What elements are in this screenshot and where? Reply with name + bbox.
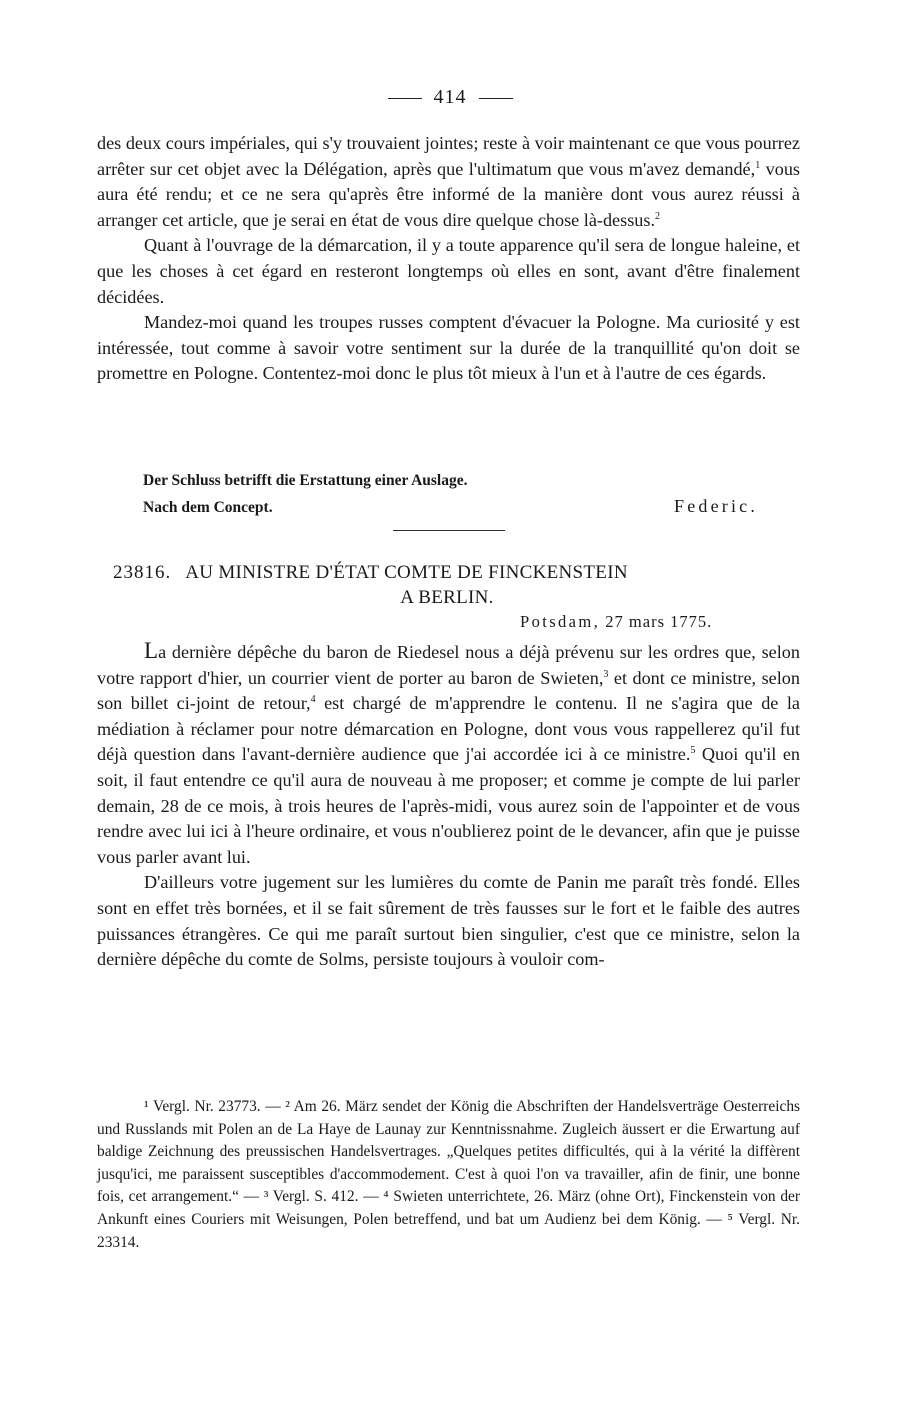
continuation-text xyxy=(97,131,800,387)
dateline-place: Potsdam, xyxy=(520,612,601,631)
paragraph-text: des deux cours impériales, qui s'y trouvaient jointes; reste à voir maintenant ce que vous pourrez arrêter sur cet objet avec la Délégation, après que l'ultimatum que vous m'avez demandé, xyxy=(97,133,800,179)
footnote-ref: 4 xyxy=(310,694,316,706)
letter-paragraph-1 xyxy=(97,638,800,870)
letter-body xyxy=(97,638,800,973)
source-note: Nach dem Concept. xyxy=(143,499,273,516)
paragraph-text: Quoi qu'il en soit, il faut entendre ce qu'il aura de nouveau à me proposer; et comme je compte de lui parler demain, 28 de ce mois, à trois heures de l'après-midi, vous aurez soin de l'appointer et de vous rendre avec lui ici à l'heure ordinaire, et vous n'oublierez point de le devancer, afin que je puisse vous parler avant lui. xyxy=(97,744,800,867)
page-number-text: 414 xyxy=(433,86,467,108)
paragraph-text: et dont ce ministre, selon son billet ci-joint de retour, xyxy=(97,667,800,714)
footnote-ref: 3 xyxy=(603,668,609,680)
footnote-ref: 5 xyxy=(690,745,696,757)
initial-letter: L xyxy=(144,638,159,663)
footnotes xyxy=(97,1096,800,1254)
closing-note: Der Schluss betrifft die Erstattung einer Auslage. xyxy=(143,472,468,489)
continuation-paragraph-1 xyxy=(97,131,800,233)
letter-heading xyxy=(113,560,793,610)
letter-paragraph-2: D'ailleurs votre jugement sur les lumières du comte de Panin me paraît très fondé. Elles sont en effet très bornées, et il se fait sûrement de très fausses sur le fort et le faible des autres puissances étrangères. Ce qui me paraît surtout bien singulier, c'est que ce ministre, selon la dernière dépêche du comte de Solms, persiste toujours à vouloir com- xyxy=(97,872,800,970)
paragraph-text: est chargé de m'apprendre le contenu. Il ne s'agira que de la médiation à réclamer pour notre démarcation en Pologne, dont vous vous rappellerez qu'il fut déjà question dans l'avant-dernière audience que j'ai accordée ici à ce ministre. xyxy=(97,693,800,765)
paragraph-text: a dernière dépêche du baron de Riedesel nous a déjà prévenu sur les ordres que, selon votre rapport d'hier, un courrier vient de porter au baron de Swieten, xyxy=(97,642,800,688)
signature: Federic. xyxy=(674,496,759,516)
dateline xyxy=(520,612,712,632)
dateline-date: 27 mars 1775. xyxy=(605,612,713,631)
letter-title-line-1: AU MINISTRE D'ÉTAT COMTE DE FINCKENSTEIN xyxy=(185,562,628,583)
page-number-dash-right xyxy=(479,98,513,99)
letter-number: 23816. xyxy=(113,562,172,583)
page-number xyxy=(0,86,900,109)
continuation-paragraph-3: Mandez-moi quand les troupes russes comptent d'évacuer la Pologne. Ma curiosité y est intéressée, tout comme à savoir votre sentiment sur la durée de la tranquillité qu'on doit se promettre en Pologne. Contentez-moi donc le plus tôt mieux à l'un et à l'autre de ces égards. xyxy=(97,312,800,384)
footnote-ref: 2 xyxy=(655,210,661,222)
continuation-paragraph-2: Quant à l'ouvrage de la démarcation, il y a toute apparence qu'il sera de longue haleine, et que les choses à cet égard en resteront longtemps où elles en sont, avant d'être finalement décidées. xyxy=(97,235,800,307)
page-number-dash-left xyxy=(388,98,422,99)
section-divider xyxy=(393,530,505,531)
letter-title-line-2: A BERLIN. xyxy=(400,587,494,608)
footnotes-text: ¹ Vergl. Nr. 23773. — ² Am 26. März sendet der König die Abschriften der Handelsverträge Oesterreichs und Russlands mit Polen an de La Haye de Launay zur Kenntnissnahme. Zugleich äussert er die Erwartung auf baldige Zeichnung des preussischen Handelsvertrages. „Quelques petites difficultés, qui à la vérité la diffèrent jusqu'ici, me paraissent susceptibles d'accommodement. C'est à quoi l'on va travailler, afin de finir, une bonne fois, cet arrangement.“ — ³ Vergl. S. 412. — ⁴ Swieten unterrichtete, 26. März (ohne Ort), Finckenstein von der Ankunft eines Couriers mit Weisungen, Polen betreffend, und bat um Audienz bei dem König. — ⁵ Vergl. Nr. 23314. xyxy=(97,1098,800,1251)
paragraph-text: vous aura été rendu; et ce ne sera qu'après être informé de la manière dont vous aurez réussi à arranger cet article, que je serai en état de vous dire quelque chose là-dessus. xyxy=(97,158,800,230)
footnote-ref: 1 xyxy=(755,159,761,171)
